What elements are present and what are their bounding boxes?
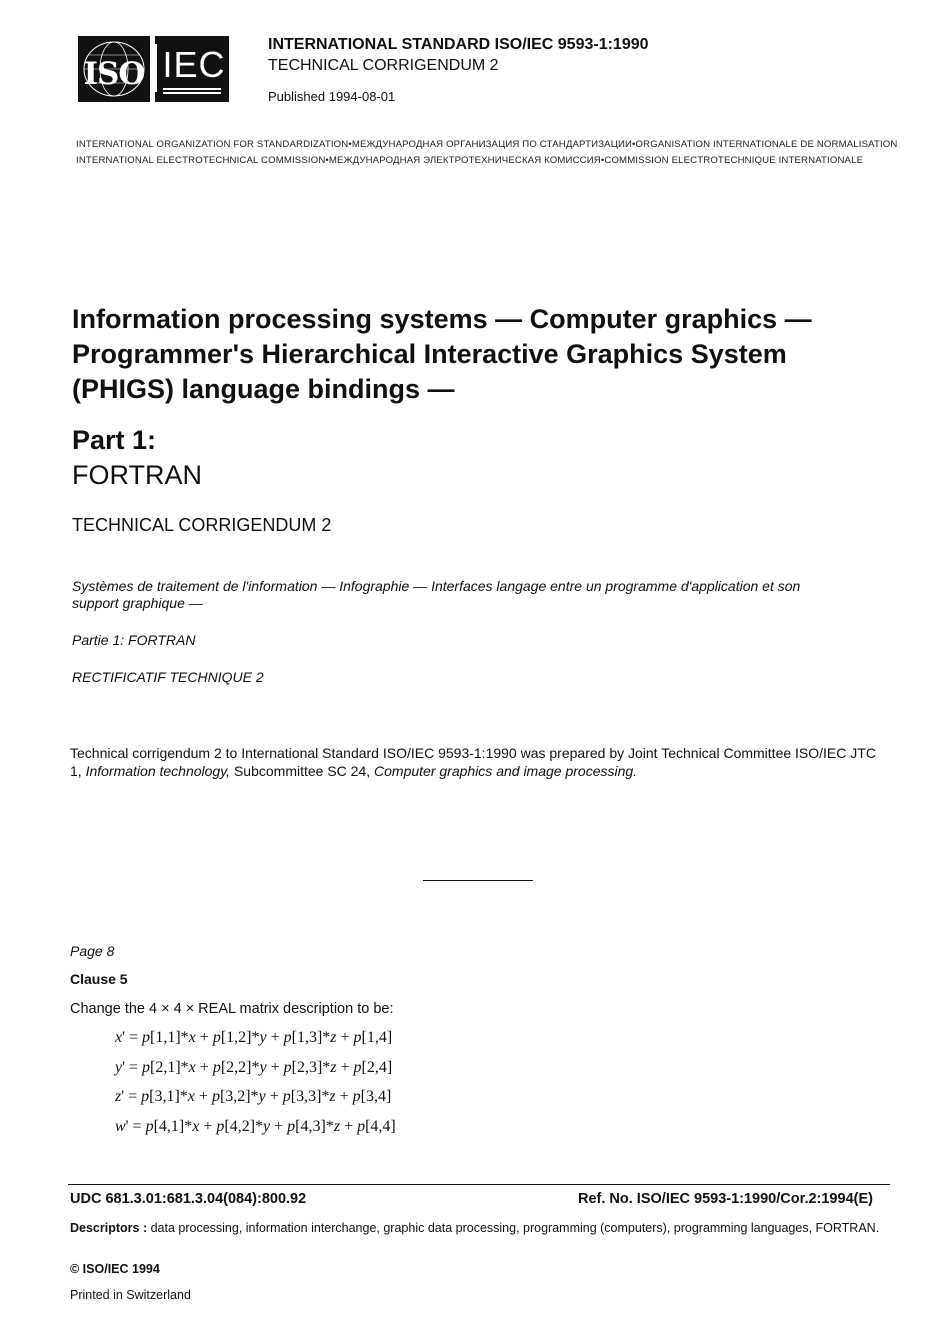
organization-line-iso: INTERNATIONAL ORGANIZATION FOR STANDARDIZATION•МЕЖДУНАРОДНАЯ ОРГАНИЗАЦИЯ ПО СТАНДАРТИЗАЦИИ•ORGANISATION INTERNATIONALE DE NORMALISATION [76, 139, 898, 150]
french-title [72, 578, 800, 612]
french-title-line: Systèmes de traitement de l'information — Infographie — Interfaces langage entre un programme d'application et son [72, 578, 801, 594]
part-name: FORTRAN [72, 460, 203, 490]
clause-reference: Clause 5 [70, 971, 128, 987]
french-part: Partie 1: FORTRAN [72, 632, 196, 648]
title-line: Programmer's Hierarchical Interactive Graphics System [72, 339, 787, 369]
committee-name: Information technology, [85, 763, 231, 779]
publication-date: Published 1994-08-01 [268, 89, 396, 104]
title-line: Information processing systems — Computer graphics — [72, 304, 812, 334]
part-label: Part 1: [72, 425, 157, 455]
copyright: © ISO/IEC 1994 [70, 1262, 160, 1276]
french-corrigendum: RECTIFICATIF TECHNIQUE 2 [72, 669, 264, 685]
footer-rule [68, 1184, 890, 1185]
descriptors-label: Descriptors : [70, 1221, 148, 1235]
subcommittee-name: Computer graphics and image processing. [374, 763, 638, 779]
preparation-paragraph [70, 744, 890, 780]
equation-x: x' = p[1,1]*x + p[1,2]*y + p[1,3]*z + p[1,4] [115, 1029, 393, 1046]
equation-y: y' = p[2,1]*x + p[2,2]*y + p[2,3]*z + p[2,4] [115, 1059, 393, 1076]
iec-logo-lines [163, 88, 221, 96]
iso-logo [78, 36, 150, 102]
descriptors [70, 1220, 890, 1236]
separator-rule [423, 880, 533, 881]
preparation-text: Technical corrigendum 2 to International Standard ISO/IEC 9593-1:1990 was prepared by Joint Technical Committee ISO/IEC JTC 1, [70, 745, 876, 779]
french-title-line: support graphique — [72, 595, 203, 611]
iec-logo-text: IEC [162, 44, 226, 85]
reference-number: Ref. No. ISO/IEC 9593-1:1990/Cor.2:1994(E) [578, 1191, 873, 1207]
standard-number: INTERNATIONAL STANDARD ISO/IEC 9593-1:1990 [268, 36, 649, 53]
equation-w: w' = p[4,1]*x + p[4,2]*y + p[4,3]*z + p[4,4] [115, 1118, 396, 1135]
corrigendum-label: TECHNICAL CORRIGENDUM 2 [72, 515, 332, 535]
organization-line-iec: INTERNATIONAL ELECTROTECHNICAL COMMISSION•МЕЖДУНАРОДНАЯ ЭЛЕКТРОТЕХНИЧЕСКАЯ КОМИССИЯ•COMMISSION ELECTROTECHNIQUE INTERNATIONALE [76, 155, 864, 166]
udc-code: UDC 681.3.01:681.3.04(084):800.92 [70, 1191, 307, 1207]
iec-logo [155, 36, 229, 102]
equation-z: z' = p[3,1]*x + p[3,2]*y + p[3,3]*z + p[3,4] [115, 1088, 392, 1105]
preparation-text: Subcommittee SC 24, [230, 763, 375, 779]
change-instruction: Change the 4 × 4 × REAL matrix description to be: [70, 1001, 394, 1017]
header-corrigendum: TECHNICAL CORRIGENDUM 2 [268, 57, 499, 74]
page-reference: Page 8 [70, 943, 115, 959]
document-title [72, 302, 812, 407]
descriptors-list: data processing, information interchange, graphic data processing, programming (computers), programming languages, FORTRAN. [147, 1221, 880, 1235]
printed-in: Printed in Switzerland [70, 1288, 191, 1302]
iso-logo-text: ISO [83, 56, 145, 92]
title-line: (PHIGS) language bindings — [72, 374, 455, 404]
